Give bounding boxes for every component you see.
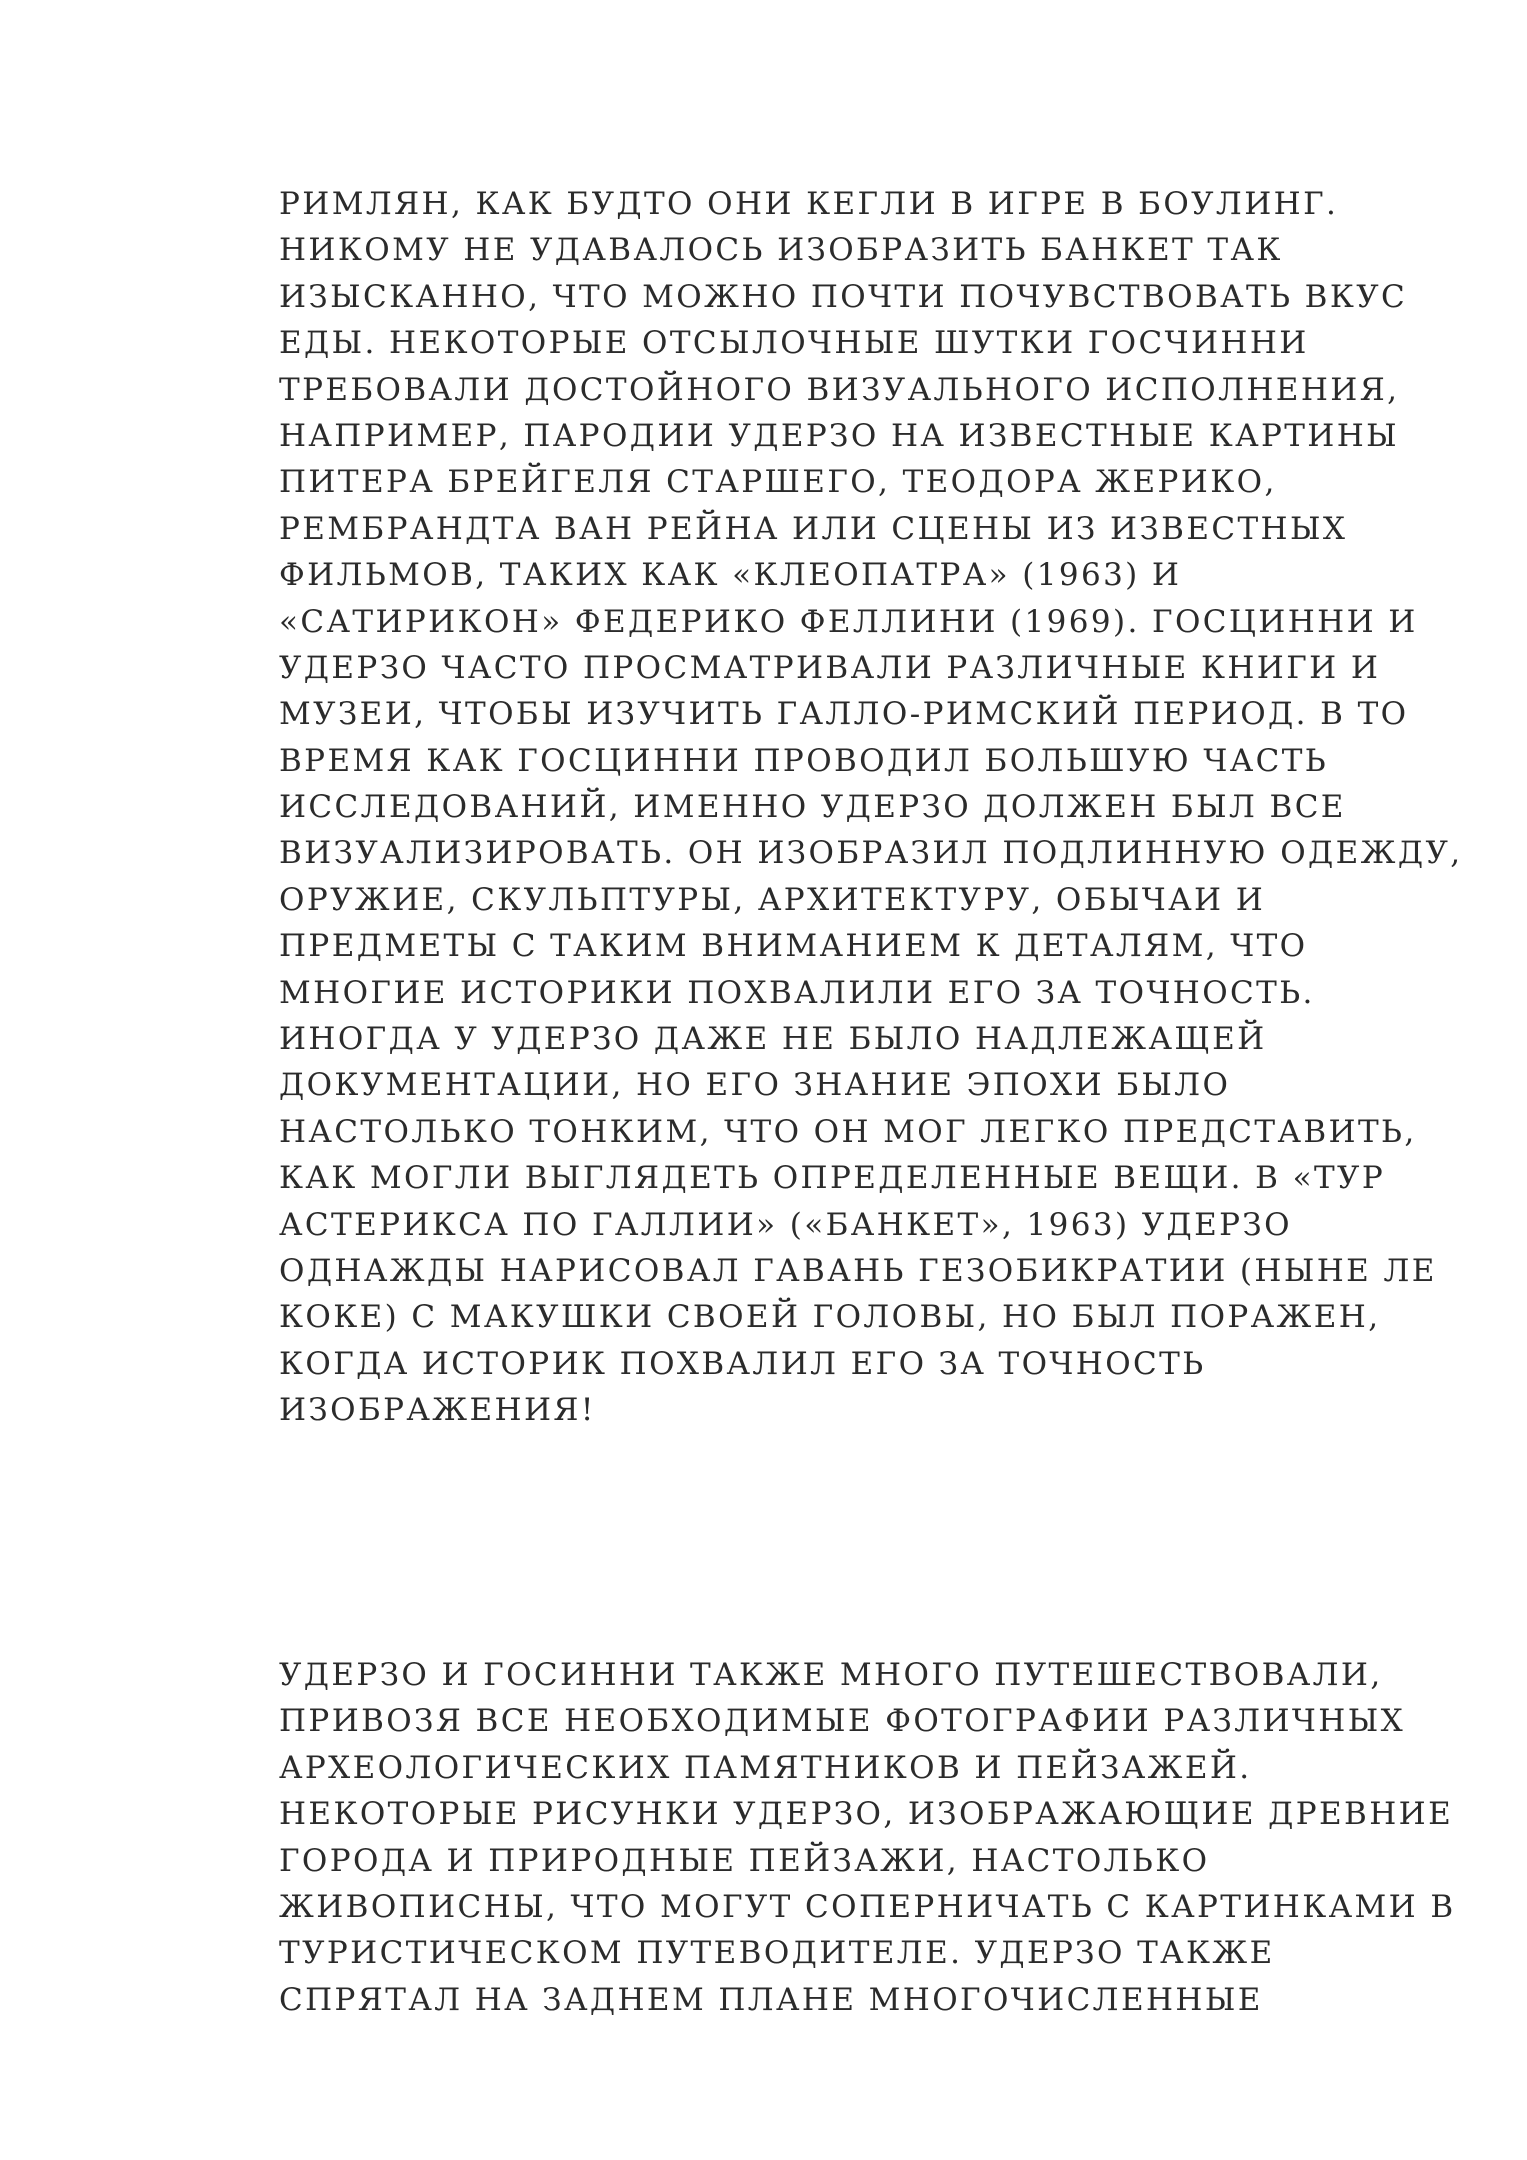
text-line: НАСТОЛЬКО ТОНКИМ, ЧТО ОН МОГ ЛЕГКО ПРЕДСТАВИТЬ,: [279, 1113, 1417, 1150]
text-line: ПРЕДМЕТЫ С ТАКИМ ВНИМАНИЕМ К ДЕТАЛЯМ, ЧТО: [279, 928, 1308, 965]
text-line: КОКЕ) С МАКУШКИ СВОЕЙ ГОЛОВЫ, НО БЫЛ ПОРАЖЕН,: [279, 1299, 1381, 1336]
text-line: НЕКОТОРЫЕ РИСУНКИ УДЕРЗО, ИЗОБРАЖАЮЩИЕ ДРЕВНИЕ: [279, 1796, 1454, 1833]
text-line: ДОКУМЕНТАЦИИ, НО ЕГО ЗНАНИЕ ЭПОХИ БЫЛО: [279, 1067, 1231, 1104]
text-line: АСТЕРИКСА ПО ГАЛЛИИ» («БАНКЕТ», 1963) УДЕРЗО: [279, 1206, 1292, 1243]
text-line: ТУРИСТИЧЕСКОМ ПУТЕВОДИТЕЛЕ. УДЕРЗО ТАКЖЕ: [279, 1935, 1275, 1972]
text-line: РИМЛЯН, КАК БУДТО ОНИ КЕГЛИ В ИГРЕ В БОУЛИНГ.: [279, 186, 1339, 222]
paragraph-2: [279, 1652, 1456, 2023]
text-line: ГОРОДА И ПРИРОДНЫЕ ПЕЙЗАЖИ, НАСТОЛЬКО: [279, 1842, 1210, 1879]
text-line: КАК МОГЛИ ВЫГЛЯДЕТЬ ОПРЕДЕЛЕННЫЕ ВЕЩИ. В «ТУР: [279, 1160, 1386, 1197]
text-line: РЕМБРАНДТА ВАН РЕЙНА ИЛИ СЦЕНЫ ИЗ ИЗВЕСТНЫХ: [279, 510, 1348, 547]
text-line: УДЕРЗО И ГОСИННИ ТАКЖЕ МНОГО ПУТЕШЕСТВОВАЛИ,: [279, 1657, 1383, 1693]
text-line: МНОГИЕ ИСТОРИКИ ПОХВАЛИЛИ ЕГО ЗА ТОЧНОСТЬ.: [279, 974, 1315, 1011]
text-line: ИССЛЕДОВАНИЙ, ИМЕННО УДЕРЗО ДОЛЖЕН БЫЛ ВСЕ: [279, 789, 1346, 826]
text-line: ОРУЖИЕ, СКУЛЬПТУРЫ, АРХИТЕКТУРУ, ОБЫЧАИ И: [279, 881, 1266, 918]
text-line: «САТИРИКОН» ФЕДЕРИКО ФЕЛЛИНИ (1969). ГОСЦИННИ И: [279, 603, 1418, 640]
text-line: ПРИВОЗЯ ВСЕ НЕОБХОДИМЫЕ ФОТОГРАФИИ РАЗЛИЧНЫХ: [279, 1703, 1406, 1740]
text-line: ВРЕМЯ КАК ГОСЦИННИ ПРОВОДИЛ БОЛЬШУЮ ЧАСТЬ: [279, 742, 1329, 779]
text-line: МУЗЕИ, ЧТОБЫ ИЗУЧИТЬ ГАЛЛО-РИМСКИЙ ПЕРИОД. В ТО: [279, 696, 1409, 733]
text-line: ВИЗУАЛИЗИРОВАТЬ. ОН ИЗОБРАЗИЛ ПОДЛИННУЮ ОДЕЖДУ,: [279, 835, 1463, 872]
text-line: КОГДА ИСТОРИК ПОХВАЛИЛ ЕГО ЗА ТОЧНОСТЬ: [279, 1345, 1206, 1382]
text-line: СПРЯТАЛ НА ЗАДНЕМ ПЛАНЕ МНОГОЧИСЛЕННЫЕ: [279, 1981, 1263, 2018]
text-line: НИКОМУ НЕ УДАВАЛОСЬ ИЗОБРАЗИТЬ БАНКЕТ ТАК: [279, 232, 1283, 269]
text-line: ИНОГДА У УДЕРЗО ДАЖЕ НЕ БЫЛО НАДЛЕЖАЩЕЙ: [279, 1021, 1267, 1058]
text-line: ИЗОБРАЖЕНИЯ!: [279, 1392, 596, 1429]
text-line: УДЕРЗО ЧАСТО ПРОСМАТРИВАЛИ РАЗЛИЧНЫЕ КНИГИ И: [279, 649, 1381, 686]
text-line: ТРЕБОВАЛИ ДОСТОЙНОГО ВИЗУАЛЬНОГО ИСПОЛНЕНИЯ,: [279, 371, 1400, 408]
text-line: ИЗЫСКАННО, ЧТО МОЖНО ПОЧТИ ПОЧУВСТВОВАТЬ ВКУС: [279, 278, 1408, 315]
text-line: ОДНАЖДЫ НАРИСОВАЛ ГАВАНЬ ГЕЗОБИКРАТИИ (НЫНЕ ЛЕ: [279, 1252, 1437, 1289]
text-line: ЖИВОПИСНЫ, ЧТО МОГУТ СОПЕРНИЧАТЬ С КАРТИНКАМИ В: [279, 1888, 1456, 1925]
text-line: ФИЛЬМОВ, ТАКИХ КАК «КЛЕОПАТРА» (1963) И: [279, 557, 1182, 594]
text-line: ПИТЕРА БРЕЙГЕЛЯ СТАРШЕГО, ТЕОДОРА ЖЕРИКО,: [279, 464, 1277, 501]
text-line: АРХЕОЛОГИЧЕСКИХ ПАМЯТНИКОВ И ПЕЙЗАЖЕЙ.: [279, 1749, 1252, 1786]
text-line: ЕДЫ. НЕКОТОРЫЕ ОТСЫЛОЧНЫЕ ШУТКИ ГОСЧИННИ: [279, 325, 1309, 362]
paragraph-1: [279, 181, 1463, 1434]
text-line: НАПРИМЕР, ПАРОДИИ УДЕРЗО НА ИЗВЕСТНЫЕ КАРТИНЫ: [279, 417, 1400, 454]
